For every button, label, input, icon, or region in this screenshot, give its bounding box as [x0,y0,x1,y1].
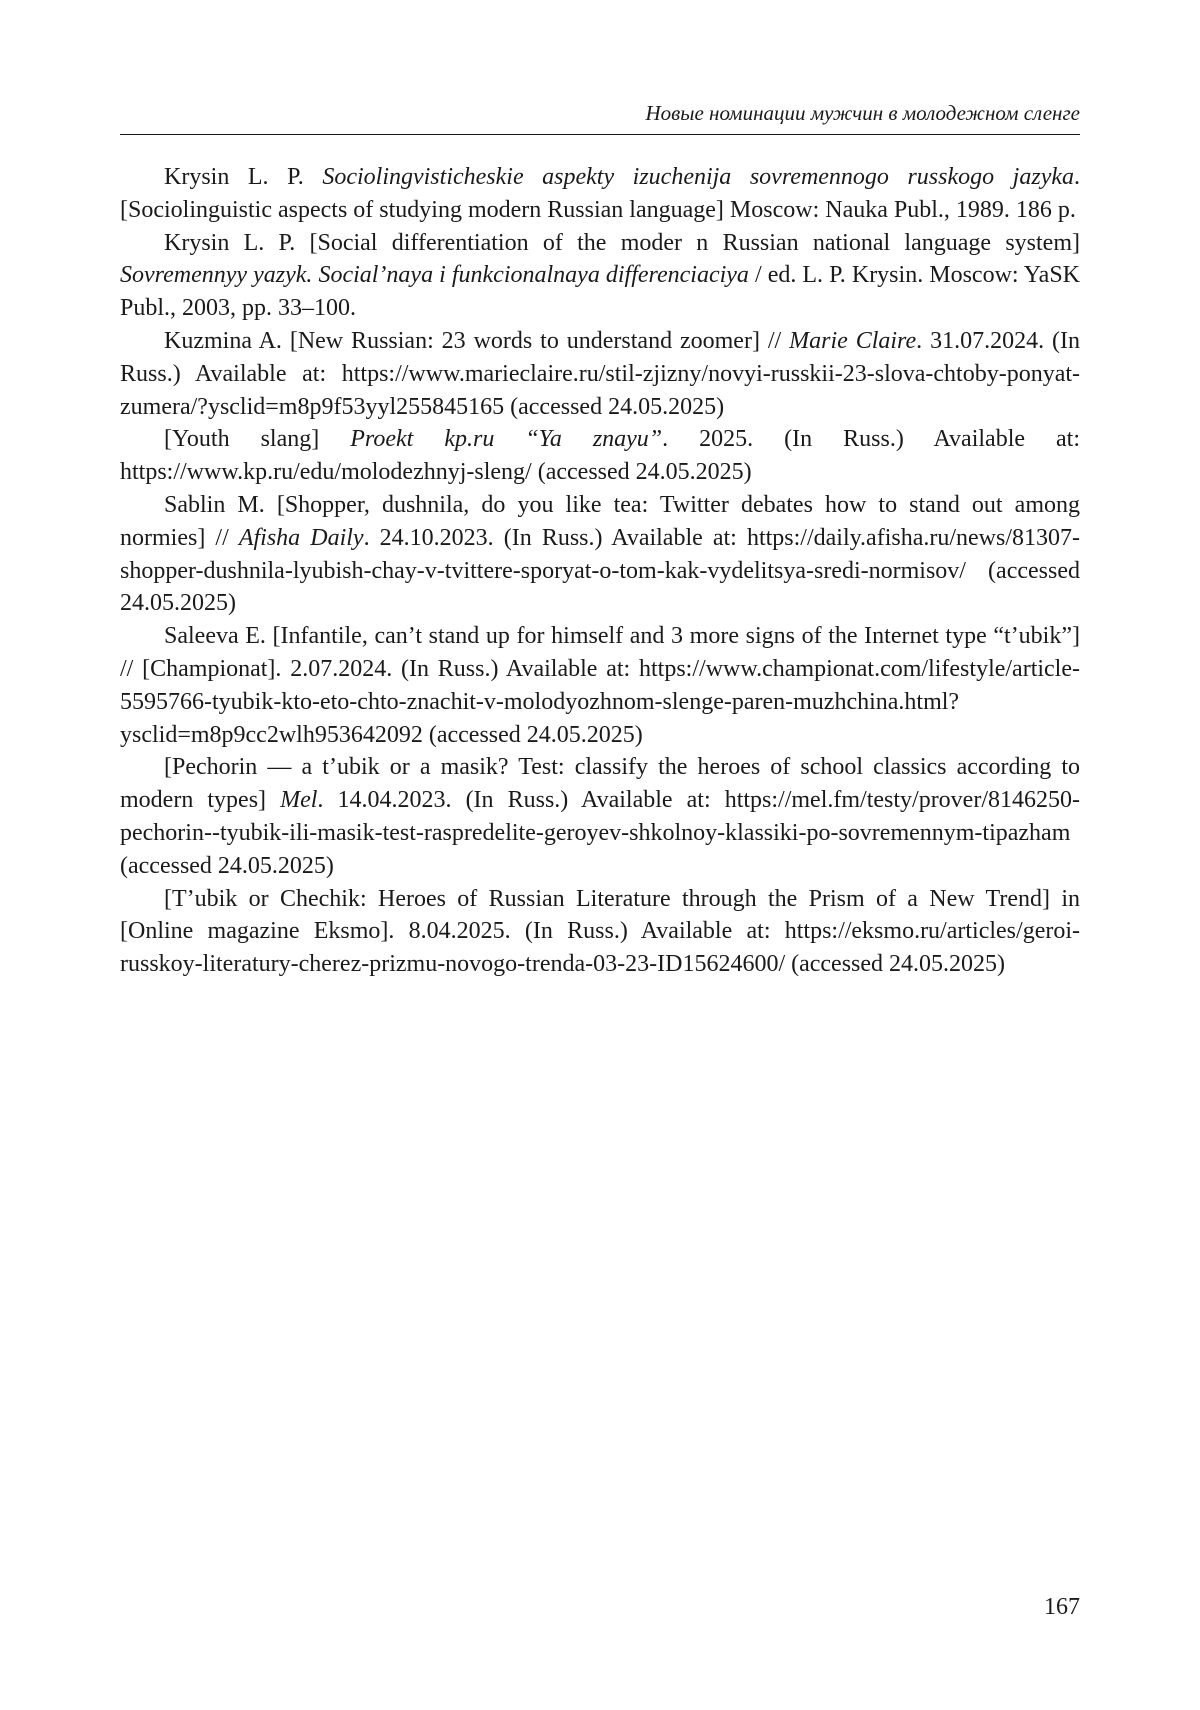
running-header: Новые номинации мужчин в молодежном сленге [645,101,1080,125]
reference-text: Krysin L. P. [164,164,323,190]
reference-text: Saleeva E. [Infantile, can’t stand up for himself and 3 more signs of the Internet type “t’ubik”] // [Championat]. 2.07.2024. (In Russ.) Available at: https://www.championat.com/lifestyle/article-5595766-tyubik-kto-eto-chto-znachit-v-molodyozhnom-slenge-paren-muzhchina.html?ysclid=m8p9cc2wlh953642092 (accessed 24.05.2025) [120,623,1080,748]
reference-entry [120,883,1080,981]
reference-title: Mel [280,787,318,814]
reference-entry [120,325,1080,423]
reference-text: . 24.10.2023. (In Russ.) Available at: https://daily.afisha.ru/news/81307-shopper-dushnila-lyubish-chay-v-tvittere-sporyat-o-tom-kak-vydelitsya-sredi-normisov/ (accessed 24.05.2025) [120,524,1080,617]
reference-text: [T’ubik or Chechik: Heroes of Russian Literature through the Prism of a New Trend] in [Online magazine Eksmo]. 8.04.2025. (In Russ.) Available at: https://eksmo.ru/articles/geroi-russkoy-literatury-cherez-prizmu-novogo-trenda-03-23-ID15624600/ (accessed 24.05.2025) [120,885,1080,978]
page-number: 167 [1044,1594,1080,1620]
reference-entry [120,161,1080,227]
reference-title: Sociolingvisticheskie aspekty izuchenija sovremennogo russkogo jazyka [322,164,1074,190]
reference-title: Afisha Daily [238,524,364,551]
reference-entry [120,423,1080,489]
reference-title: Proekt kp.ru “Ya znayu” [350,426,663,453]
reference-title: Sovremennyy yazyk. Social’naya i funkcionalnaya differenciaciya [120,262,749,289]
reference-text: . [Sociolinguistic aspects of studying modern Russian language] Moscow: Nauka Publ., 1989. 186 p. [120,164,1080,223]
reference-list [120,161,1080,981]
header-rule [120,134,1080,135]
reference-text: [Youth slang] [164,426,351,453]
reference-text: Krysin L. P. [Social differentiation of the moder n Russian national language system] [164,229,1080,256]
reference-entry [120,227,1080,325]
reference-text: [Pechorin — a t’ubik or a masik? Test: classify the heroes of school classics according to modern types] [120,754,1080,814]
reference-text: / ed. L. P. Krysin. Moscow: YaSK Publ., 2003, pp. 33–100. [120,262,1080,322]
reference-text: . 14.04.2023. (In Russ.) Available at: https://mel.fm/testy/prover/8146250-pechorin--tyubik-ili-masik-test-raspredelite-geroyev-shkolnoy-klassiki-po-sovremennym-tipazham (accessed 24.05.2025) [120,787,1080,879]
reference-entry [120,620,1080,751]
reference-entry [120,489,1080,620]
reference-text: . 2025. (In Russ.) Available at: https://www.kp.ru/edu/molodezhnyj-sleng/ (accessed 24.05.2025) [120,426,1080,486]
reference-text: . 31.07.2024. (In Russ.) Available at: https://www.marieclaire.ru/stil-zjizny/novyi-russkii-23-slova-chtoby-ponyat-zumera/?ysclid=m8p9f53yyl255845165 (accessed 24.05.2025) [120,327,1081,420]
reference-text: Kuzmina A. [New Russian: 23 words to understand zoomer] // [164,327,790,354]
reference-text: Sablin M. [Shopper, dushnila, do you like tea: Twitter debates how to stand out among normies] // [120,491,1080,551]
reference-entry [120,751,1080,882]
reference-title: Marie Claire [789,327,917,354]
